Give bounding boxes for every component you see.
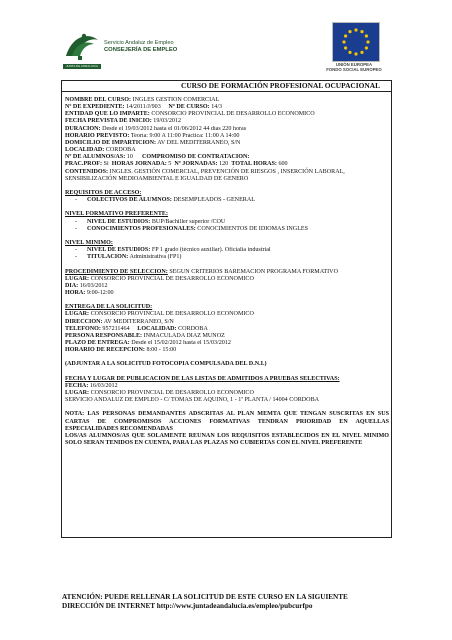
solicitud-telefono-value: 957211464 — [102, 325, 130, 332]
colectivos-value: DESEMPLEADOS - GENERAL — [173, 197, 255, 204]
horas-jornada-label: HORAS JORNADA: — [111, 161, 167, 168]
fecha-inicio-value: 19/03/2012 — [153, 118, 182, 125]
titulacion-value: Administrativa (FP1) — [129, 254, 182, 261]
page-title: CURSO DE FORMACIÓN PROFESIONAL OCUPACIONAL — [61, 80, 392, 92]
alumnos-row — [65, 154, 389, 161]
eu-star — [344, 34, 347, 37]
seleccion-hora-value: 9:00-12:00 — [86, 289, 114, 296]
eu-star — [342, 40, 345, 43]
nivel-preferente-heading: NIVEL FORMATIVO PREFERENTE: — [65, 211, 169, 218]
conocimientos-row: - CONOCIMIENTOS PROFESIONALES: CONOCIMIENTOS DE IDIOMAS INGLÉS — [74, 225, 309, 232]
solicitud-direccion-row — [65, 319, 389, 326]
entidad-label: ENTIDAD QUE LO IMPARTE: — [65, 111, 150, 118]
compromiso-label: COMPROMISO DE CONTRATACIÓN: — [142, 154, 250, 161]
nivel-preferente-estudios-label: NIVEL DE ESTUDIOS: — [87, 218, 151, 225]
nombre-row — [65, 97, 389, 104]
localidad-label: LOCALIDAD: — [65, 147, 105, 154]
seleccion-hora-label: HORA: — [65, 289, 86, 296]
eu-star — [360, 30, 363, 33]
agency-line1: Servicio Andaluz de Empleo — [104, 40, 174, 46]
seleccion-dia-row — [65, 283, 389, 290]
solicitud-localidad-value: CORDOBA — [178, 325, 208, 332]
jornadas-value: 120 — [219, 161, 229, 168]
horas-row — [65, 161, 389, 168]
domicilio-row — [65, 140, 389, 147]
footer-line2-label: DIRECCIÓN DE INTERNET — [62, 601, 155, 610]
solicitud-localidad-label: LOCALIDAD: — [137, 325, 177, 332]
seleccion-hora-row — [65, 290, 389, 297]
seleccion-dia-label: DÍA: — [65, 282, 79, 289]
prac-value: Si — [103, 161, 109, 168]
nombre-value: INGLES GESTION COMERCIAL — [132, 97, 220, 103]
alumnos-value: 10 — [126, 154, 133, 161]
publicacion-fecha-value: 16/03/2012 — [89, 382, 118, 389]
requisitos-heading: REQUISITOS DE ACCESO: — [65, 189, 142, 196]
eu-line1: UNIÓN EUROPEA — [335, 62, 373, 67]
duracion-value: Desde el 19/03/2012 hasta el 01/06/2012 44 días 220 horas — [102, 125, 247, 132]
solicitud-horario-row — [65, 347, 389, 354]
publicacion-heading: FECHA Y LUGAR DE PUBLICACIÓN DE LAS LISTAS DE ADMITIDOS A PRUEBAS SELECTIVAS: — [65, 375, 340, 382]
jornadas-label: Nº JORNADAS: — [174, 161, 218, 168]
nivel-minimo-estudios-value: FP 1 grado (técnico auxiliar). Oficialia industrial — [151, 247, 271, 254]
publicacion-fecha-row — [65, 383, 389, 390]
solicitud-responsable-value: INMACULADA DIAZ MUÑOZ — [143, 332, 225, 339]
publicacion-lugar-label: LUGAR: — [65, 389, 90, 396]
seleccion-value: SEGÚN CRITERIOS BAREMACIÓN PROGRAMA FORMATIVO — [169, 268, 338, 275]
titulacion-row: - TITULACIÓN: Administrativa (FP1) — [74, 254, 182, 261]
nivel-preferente-estudios-row: - NIVEL DE ESTUDIOS: BUP/Bachiller superior /COU — [74, 218, 226, 225]
eu-star — [365, 46, 368, 49]
seleccion-lugar-row — [65, 276, 389, 283]
publicacion-fecha-label: FECHA: — [65, 382, 89, 389]
solicitud-lugar-label: LUGAR: — [65, 311, 90, 318]
solicitud-plazo-label: PLAZO DE ENTREGA: — [65, 340, 130, 346]
alumnos-label: Nº DE ALUMNOS/AS: — [65, 154, 126, 161]
solicitud-heading: ENTREGA DE LA SOLICITUD: — [65, 304, 153, 311]
colectivos-row: - COLECTIVOS DE ALUMNOS: DESEMPLEADOS - GENERAL — [74, 197, 255, 204]
eu-star — [348, 30, 351, 33]
nota-paragraph-2: LOS/AS ALUMNOS/AS QUE SOLAMENTE REUNAN LOS REQUISITOS ESTABLECIDOS EN EL NIVEL MINIMO SOLO SERAN TENIDOS EN CUENTA, PARA LAS PLAZAS NO CUBIERTAS CON EL NIVEL PREFERENTE — [65, 432, 389, 446]
eu-flag-icon — [332, 22, 380, 62]
duracion-row — [65, 126, 389, 133]
solicitud-horario-value: 8:00 - 15:00 — [146, 347, 177, 354]
solicitud-responsable-row — [65, 333, 389, 340]
publicacion-sae-row: SERVICIO ANDALUZ DE EMPLEO - C/ TOMÁS DE AQUINO, 1 - 1ª PLANTA / 14004 CÓRDOBA — [65, 397, 320, 404]
num-curso-value: 14/3 — [211, 104, 223, 111]
eu-star — [366, 40, 369, 43]
num-curso-label: Nº DE CURSO: — [168, 104, 210, 111]
expediente-value: 14/2011/J/903 — [126, 104, 161, 111]
conocimientos-label: CONOCIMIENTOS PROFESIONALES: — [87, 225, 196, 232]
agency-name — [104, 40, 177, 54]
solicitud-direccion-label: DIRECCION: — [65, 318, 103, 325]
footer-line1: ATENCIÓN: PUEDE RELLENAR LA SOLICITUD DE ESTE CURSO EN LA SIGUIENTE — [62, 593, 348, 601]
eu-caption — [318, 62, 390, 72]
footer-line2 — [62, 602, 392, 611]
solicitud-responsable-label: PERSONA RESPONSABLE: — [65, 332, 143, 339]
nota-paragraph-1: NOTA: LAS PERSONAS DEMANDANTES ADSCRITAS AL PLAN MEMTA QUE TENGAN SUSCRITAS EN SUS CARTAS DE COMPROMISOS ACCIONES FORMATIVAS TENDRAN PRIORIDAD EN AQUELLAS ESPECIALIDADES RECOMENDADAS — [65, 411, 389, 432]
seleccion-heading: PROCEDIMIENTO DE SELECCIÓN: — [65, 268, 168, 275]
seleccion-row — [65, 269, 389, 276]
solicitud-lugar-value: CONSORCIO PROVINCIAL DE DESARROLLO ECONÓMICO — [90, 311, 254, 318]
solicitud-horario-label: HORARIO DE RECEPCIÓN: — [65, 347, 145, 354]
nivel-minimo-heading: NIVEL MÍNIMO: — [65, 239, 113, 246]
horario-row — [65, 133, 389, 140]
contenidos-value: INGLES. GESTIÓN COMERCIAL, PREVENCIÓN DE RIESGOS , INSERCIÓN LABORAL, SENSIBILIZACIÓN MEDIOAMBIENTAL E IGUALDAD DE GENERO — [65, 168, 345, 182]
fecha-inicio-label: FECHA PREVISTA DE INICIO: — [65, 118, 152, 125]
conocimientos-value: CONOCIMIENTOS DE IDIOMAS INGLÉS — [197, 225, 309, 232]
domicilio-value: AV DEL MEDITERRANEO, S/N — [157, 139, 241, 146]
entidad-value: CONSORCIO PROVINCIAL DE DESARROLLO ECONÓMICO — [151, 111, 315, 118]
contenidos-label: CONTENIDOS: — [65, 168, 109, 175]
nivel-preferente-estudios-value: BUP/Bachiller superior /COU — [151, 218, 226, 225]
solicitud-plazo-row — [65, 340, 389, 347]
solicitud-telefono-label: TELÉFONO: — [65, 325, 101, 332]
seleccion-lugar-value: CONSORCIO PROVINCIAL DE DESARROLLO ECONÓMICO — [90, 275, 254, 282]
solicitud-lugar-row — [65, 311, 389, 318]
agency-line2: CONSEJERÍA DE EMPLEO — [104, 47, 178, 53]
localidad-row — [65, 147, 389, 154]
expediente-label: Nº DE EXPEDIENTE: — [65, 104, 125, 111]
course-details — [65, 97, 389, 447]
titulacion-label: TITULACIÓN: — [87, 254, 129, 261]
nivel-minimo-estudios-row: - NIVEL DE ESTUDIOS: FP 1 grado (técnico auxiliar). Oficialia industrial — [74, 247, 271, 254]
horario-label: HORARIO PREVISTO: — [65, 132, 130, 139]
footer-url-link[interactable]: http://www.juntadeandalucia.es/empleo/pubcurfpo — [156, 601, 313, 610]
total-horas-value: 600 — [278, 161, 288, 168]
seleccion-lugar-label: LUGAR: — [65, 275, 90, 282]
duracion-label: DURACIÓN: — [65, 125, 101, 132]
prac-label: PRÁC.PROF: — [65, 161, 103, 168]
horario-value: Teoría: 9:00 A 11:00 Práctica: 11:00 A 14:00 — [130, 132, 240, 139]
nivel-minimo-estudios-label: NIVEL DE ESTUDIOS: — [87, 247, 151, 254]
publicacion-lugar-row — [65, 390, 389, 397]
eu-star — [365, 34, 368, 37]
localidad-value: CORDOBA — [105, 147, 136, 154]
solicitud-plazo-value: Desde el 15/02/2012 hasta el 15/03/2012 — [131, 340, 231, 346]
expediente-row — [65, 104, 389, 111]
footer-notice — [62, 593, 392, 610]
eu-star — [344, 46, 347, 49]
domicilio-label: DOMICILIO DE IMPARTICIÓN: — [65, 139, 157, 146]
colectivos-label: COLECTIVOS DE ALUMNOS: — [87, 197, 172, 204]
eu-line2: FONDO SOCIAL EUROPEO — [326, 67, 382, 72]
eu-star — [348, 51, 351, 54]
horas-jornada-value: 5 — [168, 161, 172, 168]
contenidos-row — [65, 169, 389, 183]
entidad-row — [65, 111, 389, 118]
eu-star — [360, 51, 363, 54]
solicitud-direccion-value: AV MEDITERRÁNEO, S/N — [103, 318, 174, 325]
junta-andalucia-logo — [62, 26, 102, 64]
nombre-label: NOMBRE DEL CURSO: — [65, 97, 132, 103]
total-horas-label: TOTAL HORAS: — [231, 161, 277, 168]
adjuntar-note: (ADJUNTAR A LA SOLICITUD FOTOCOPIA COMPULSADA DEL D.N.I.) — [65, 361, 267, 368]
junta-caption: JUNTA DE ANDALUCIA — [63, 64, 101, 69]
fecha-inicio-row — [65, 118, 389, 125]
seleccion-dia-value: 16/03/2012 — [79, 282, 108, 289]
eu-star — [354, 52, 357, 55]
publicacion-lugar-value: CONSORCIO PROVINCIAL DE DESARROLLO ECONÓMICO — [90, 389, 254, 396]
eu-star — [354, 28, 357, 31]
solicitud-telefono-row — [65, 326, 389, 333]
